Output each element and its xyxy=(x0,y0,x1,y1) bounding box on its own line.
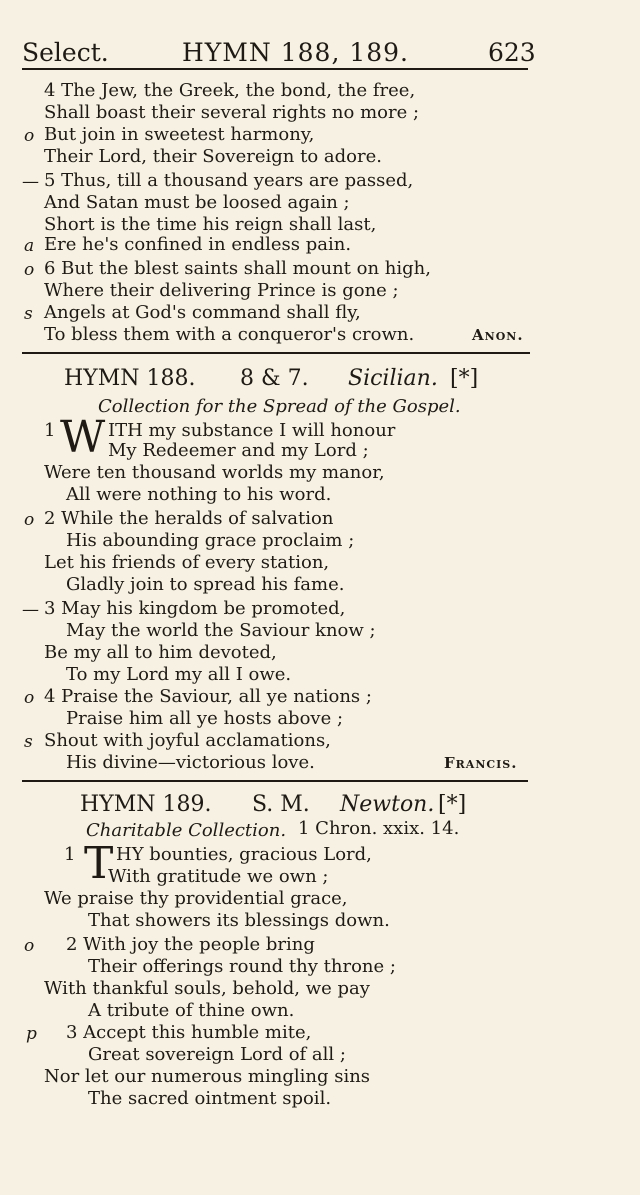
verse-line: A tribute of thine own. xyxy=(88,1000,295,1021)
verse-line: Praise him all ye hosts above ; xyxy=(66,708,344,729)
verse-line: 2 While the heralds of salvation xyxy=(44,508,334,529)
verse-line: With gratitude we own ; xyxy=(108,866,329,887)
verse-line: To my Lord my all I owe. xyxy=(66,664,292,685)
verse-line: Gladly join to spread his fame. xyxy=(66,574,345,595)
verse-mark: o xyxy=(24,688,35,708)
verse-line: Short is the time his reign shall last, xyxy=(44,214,377,235)
verse-mark: — xyxy=(22,600,39,620)
verse-line: Nor let our numerous mingling sins xyxy=(44,1066,371,1087)
verse-line: May the world the Saviour know ; xyxy=(66,620,376,641)
hymn-subtitle: Charitable Collection. xyxy=(86,820,287,841)
verse-line: 3 Accept this humble mite, xyxy=(66,1022,312,1043)
verse-line: 2 With joy the people bring xyxy=(66,934,315,955)
verse-line: We praise thy providential grace, xyxy=(44,888,348,909)
verse-mark: p xyxy=(26,1024,37,1044)
section-rule xyxy=(22,352,530,354)
stanza-number: 1 xyxy=(44,420,56,441)
verse-line: To bless them with a conqueror's crown. xyxy=(44,324,415,345)
hymn-tag: [*] xyxy=(438,792,467,817)
running-head-title: HYMN 188, 189. xyxy=(182,38,410,67)
header-rule xyxy=(22,68,528,70)
verse-line: 6 But the blest saints shall mount on high, xyxy=(44,258,431,279)
verse-mark: — xyxy=(22,172,39,192)
verse-line: HY bounties, gracious Lord, xyxy=(116,844,372,865)
verse-line: His divine—victorious love. xyxy=(66,752,315,773)
verse-line: My Redeemer and my Lord ; xyxy=(108,440,369,461)
hymn-tune: Sicilian. xyxy=(348,366,438,391)
hymn-meter: S. M. xyxy=(252,792,310,817)
verse-line: Where their delivering Prince is gone ; xyxy=(44,280,399,301)
verse-line: 5 Thus, till a thousand years are passed, xyxy=(44,170,414,191)
verse-line: Be my all to him devoted, xyxy=(44,642,277,663)
verse-line: 3 May his kingdom be promoted, xyxy=(44,598,346,619)
verse-mark: a xyxy=(24,236,35,256)
verse-line: Were ten thousand worlds my manor, xyxy=(44,462,385,483)
verse-mark: s xyxy=(24,732,33,752)
hymn-subtitle: Collection for the Spread of the Gospel. xyxy=(98,396,461,417)
author-attribution: Anon. xyxy=(472,326,524,344)
hymn-meter: 8 & 7. xyxy=(240,366,309,391)
author-attribution: Francis. xyxy=(444,754,518,772)
stanza-number: 1 xyxy=(64,844,76,865)
verse-line: Let his friends of every station, xyxy=(44,552,330,573)
scripture-reference: 1 Chron. xxix. 14. xyxy=(298,818,460,839)
drop-cap: W xyxy=(60,412,106,463)
verse-line: With thankful souls, behold, we pay xyxy=(44,978,370,999)
verse-line: 4 Praise the Saviour, all ye nations ; xyxy=(44,686,372,707)
verse-mark: s xyxy=(24,304,33,324)
verse-line: And Satan must be loosed again ; xyxy=(44,192,350,213)
running-head-section: Select. xyxy=(22,38,109,67)
verse-line: Shall boast their several rights no more ; xyxy=(44,102,420,123)
verse-line: Their Lord, their Sovereign to adore. xyxy=(44,146,382,167)
verse-line: But join in sweetest harmony, xyxy=(44,124,315,145)
verse-line: All were nothing to his word. xyxy=(66,484,332,505)
verse-line: ITH my substance I will honour xyxy=(108,420,396,441)
verse-line: His abounding grace proclaim ; xyxy=(66,530,355,551)
verse-line: Their offerings round thy throne ; xyxy=(88,956,396,977)
hymn-heading: HYMN 189. xyxy=(80,792,212,817)
hymn-tag: [*] xyxy=(450,366,479,391)
section-rule xyxy=(22,780,528,782)
verse-line: 4 The Jew, the Greek, the bond, the free, xyxy=(44,80,416,101)
verse-mark: o xyxy=(24,936,35,956)
verse-mark: o xyxy=(24,510,35,530)
verse-line: The sacred ointment spoil. xyxy=(88,1088,332,1109)
hymn-tune: Newton. xyxy=(340,792,435,817)
verse-line: Angels at God's command shall fly, xyxy=(44,302,361,323)
verse-line: Shout with joyful acclamations, xyxy=(44,730,331,751)
page-number: 623 xyxy=(488,38,536,67)
hymn-heading: HYMN 188. xyxy=(64,366,196,391)
verse-mark: o xyxy=(24,126,35,146)
verse-line: Great sovereign Lord of all ; xyxy=(88,1044,346,1065)
drop-cap: T xyxy=(84,838,114,889)
verse-line: Ere he's confined in endless pain. xyxy=(44,234,352,255)
verse-line: That showers its blessings down. xyxy=(88,910,390,931)
verse-mark: o xyxy=(24,260,35,280)
